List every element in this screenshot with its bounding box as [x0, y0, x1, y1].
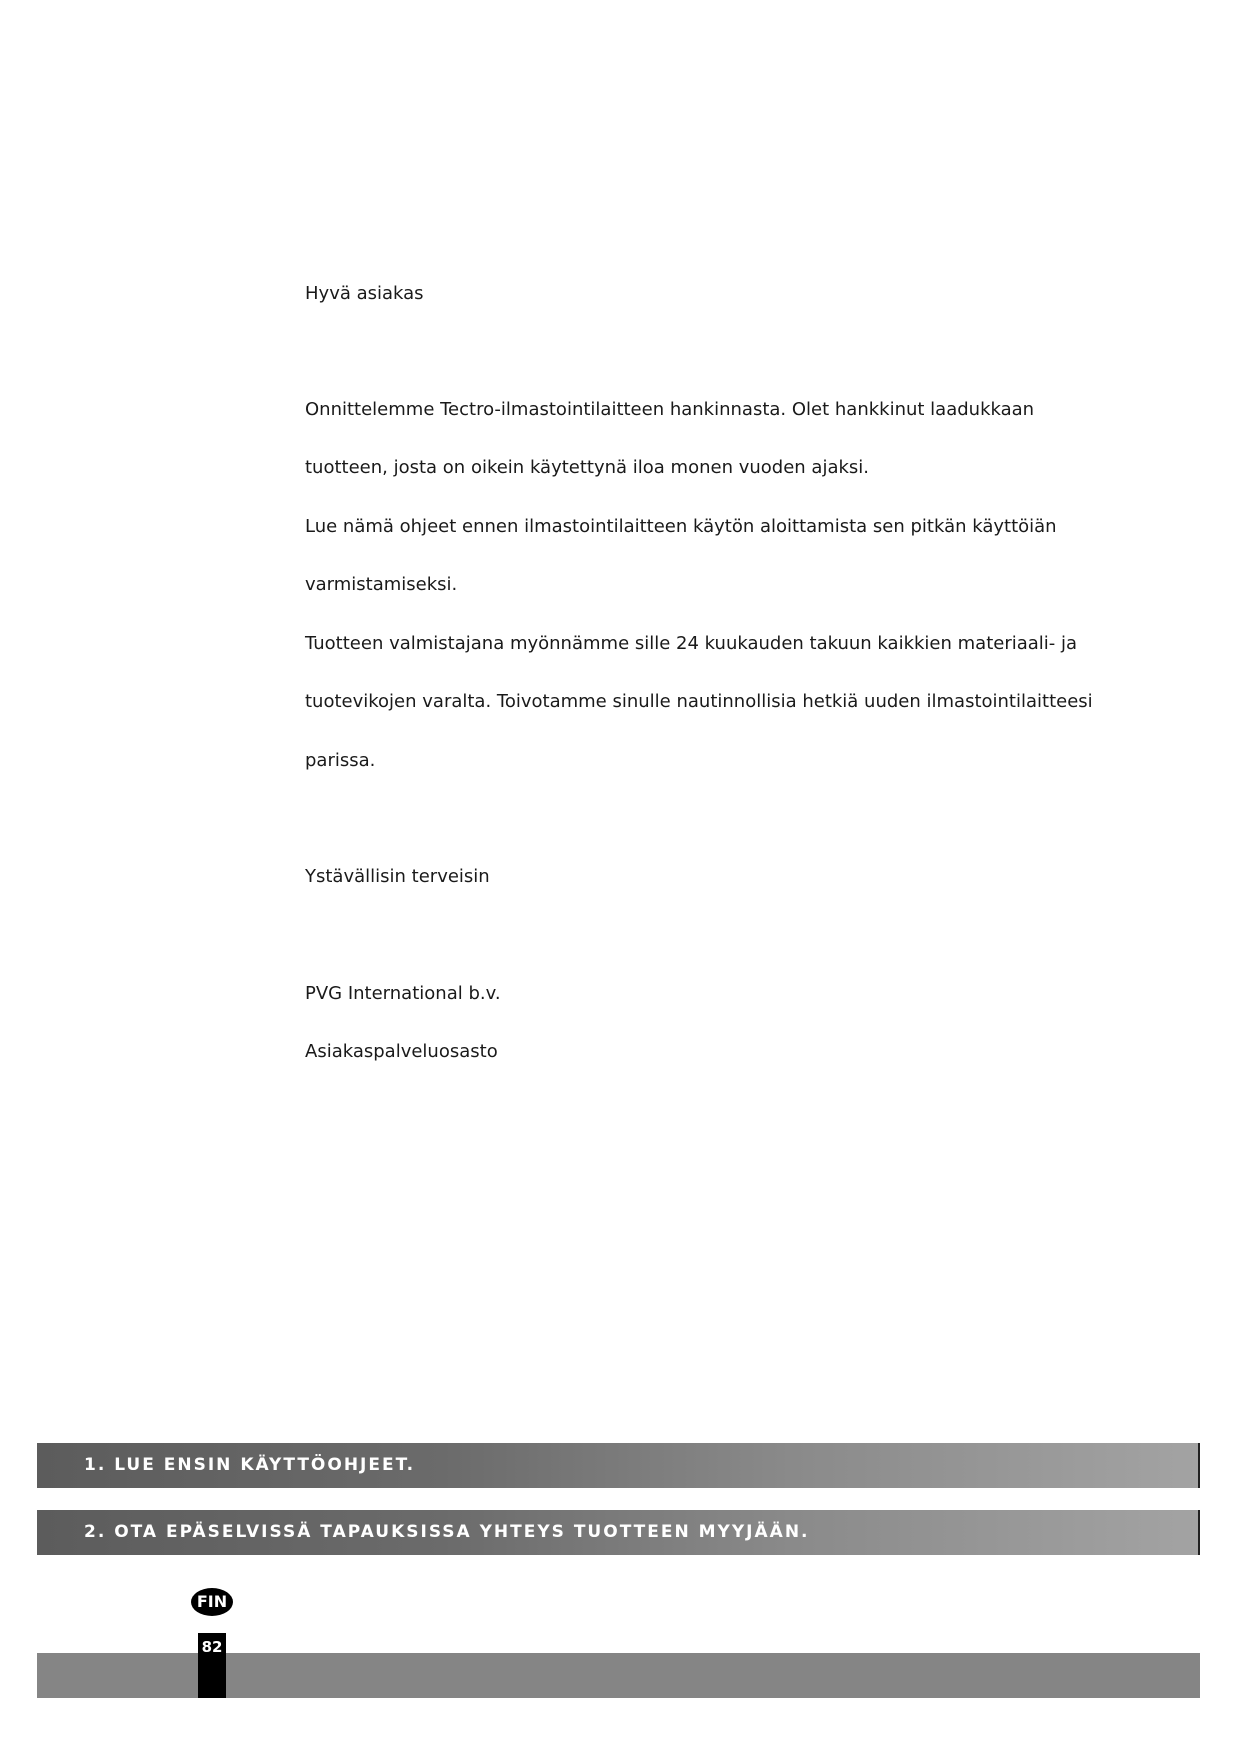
closing: Ystävällisin terveisin: [305, 866, 490, 887]
instruction-banner-1: [37, 1443, 1200, 1488]
department: Asiakaspalveluosasto: [305, 1041, 498, 1062]
instruction-banner-text: 1. LUE ENSIN KÄYTTÖOHJEET.: [84, 1455, 416, 1475]
instruction-banner-text: 2. OTA EPÄSELVISSÄ TAPAUKSISSA YHTEYS TUOTTEEN MYYJÄÄN.: [84, 1522, 810, 1542]
body-line: tuotteen, josta on oikein käytettynä iloa monen vuoden ajaksi.: [305, 457, 870, 478]
body-line: tuotevikojen varalta. Toivotamme sinulle nautinnollisia hetkiä uuden ilmastointilaitteesi: [305, 691, 1093, 712]
greeting: Hyvä asiakas: [305, 283, 424, 304]
language-badge: FIN: [191, 1588, 233, 1616]
body-line: varmistamiseksi.: [305, 574, 458, 595]
body-line: Lue nämä ohjeet ennen ilmastointilaitteen käytön aloittamista sen pitkän käyttöiän: [305, 516, 1057, 537]
body-line: parissa.: [305, 750, 376, 771]
body-line: Onnittelemme Tectro-ilmastointilaitteen hankinnasta. Olet hankkinut laadukkaan: [305, 399, 1035, 420]
body-line: Tuotteen valmistajana myönnämme sille 24 kuukauden takuun kaikkien materiaali- ja: [305, 633, 1078, 654]
instruction-banner-2: [37, 1510, 1200, 1555]
page-number: 82: [198, 1633, 226, 1698]
company-name: PVG International b.v.: [305, 983, 501, 1004]
